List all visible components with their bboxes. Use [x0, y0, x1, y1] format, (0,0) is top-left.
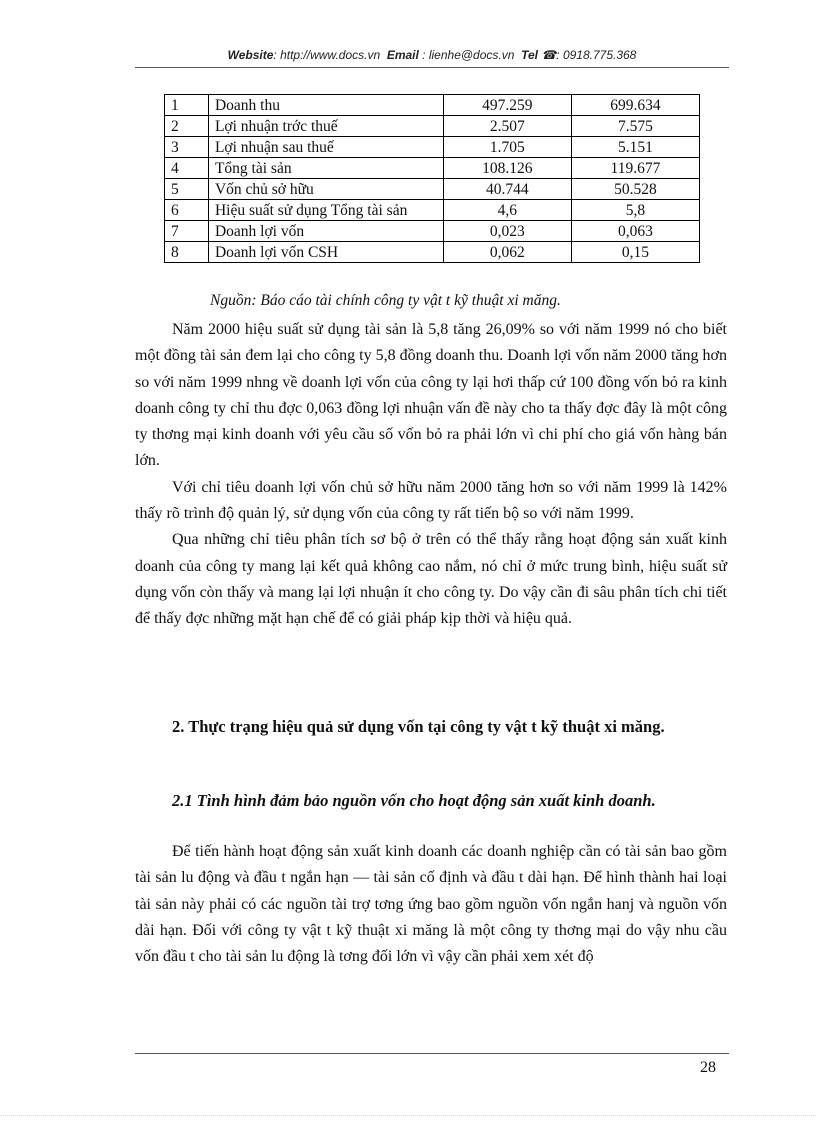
table-row	[165, 158, 700, 179]
row-number-cell: 3	[165, 137, 209, 158]
row-number-cell: 1	[165, 95, 209, 116]
paragraph: Để tiến hành hoạt động sản xuất kinh doanh các doanh nghiệp cần có tài sản bao gồm tài sản lu động và đầu t ngắn hạn — tài sản cố định và đầu t dài hạn. Để hình thành hai loại tài sản này phải có các nguồn tài trợ tơng ứng bao gồm nguồn vốn ngắn hanj và nguồn vốn dài hạn. Đối với công ty vật t kỹ thuật xi măng là một công ty thơng mại do vậy nhu cầu vốn đầu t cho tài sản lu động là tơng đối lớn vì vậy cần phải xem xét độ	[135, 843, 727, 966]
row-number-cell: 8	[165, 242, 209, 263]
page-number: 28	[700, 1059, 716, 1076]
section-heading-2: 2. Thực trạng hiệu quả sử dụng vốn tại công ty vật t kỹ thuật xi măng.	[172, 717, 665, 736]
table-row	[165, 95, 700, 116]
phone-icon: ☎	[541, 48, 557, 62]
value-1999-cell: 0,062	[443, 242, 571, 263]
tel-label: Tel	[521, 48, 538, 62]
row-label-cell: Doanh lợi vốn CSH	[208, 242, 443, 263]
row-label-cell: Lợi nhuận sau thuế	[208, 137, 443, 158]
row-label-cell: Vốn chủ sở hữu	[208, 179, 443, 200]
value-2000-cell: 119.677	[571, 158, 699, 179]
email-label: Email	[386, 48, 419, 62]
table-row	[165, 200, 700, 221]
value-1999-cell: 0,023	[443, 221, 571, 242]
financial-table	[164, 94, 700, 263]
table-row	[165, 179, 700, 200]
body-section-1	[135, 317, 727, 633]
paragraph: Năm 2000 hiệu suất sử dụng tài sản là 5,8 tăng 26,09% so với năm 1999 nó cho biết một đồng tài sản đem lại cho công ty 5,8 đồng doanh thu. Doanh lợi vốn năm 2000 tăng hơn so với năm 1999 nhng về doanh lợi vốn của công ty lại hơi thấp cứ 100 đồng vốn bỏ ra kinh doanh công ty chỉ thu đợc 0,063 đồng lợi nhuận vấn đề này cho ta thấy đợc đây là một công ty thơng mại kinh doanh với yêu cầu số vốn bỏ ra phải lớn vì chi phí cho giá vốn hàng bán lớn.	[135, 321, 727, 470]
value-1999-cell: 40.744	[443, 179, 571, 200]
paragraph: Với chỉ tiêu doanh lợi vốn chủ sở hữu năm 2000 tăng hơn so với năm 1999 là 142% thấy rõ trình độ quản lý, sử dụng vốn của công ty rất tiến bộ so với năm 1999.	[135, 478, 727, 523]
table-row	[165, 116, 700, 137]
website-value: : http://www.docs.vn	[273, 48, 381, 62]
source-note: Nguồn: Báo cáo tài chính công ty vật t kỹ thuật xi măng.	[210, 292, 561, 309]
body-section-2	[135, 839, 727, 970]
table-row	[165, 242, 700, 263]
value-2000-cell: 5.151	[571, 137, 699, 158]
value-1999-cell: 497.259	[443, 95, 571, 116]
row-number-cell: 2	[165, 116, 209, 137]
value-2000-cell: 5,8	[571, 200, 699, 221]
row-number-cell: 6	[165, 200, 209, 221]
header-rule	[135, 67, 729, 68]
row-label-cell: Lợi nhuận trớc thuế	[208, 116, 443, 137]
email-value: : lienhe@docs.vn	[422, 48, 515, 62]
footer-rule	[135, 1053, 729, 1054]
value-2000-cell: 7.575	[571, 116, 699, 137]
table-row	[165, 137, 700, 158]
value-1999-cell: 2.507	[443, 116, 571, 137]
website-label: Website	[227, 48, 274, 62]
value-1999-cell: 1.705	[443, 137, 571, 158]
page-header	[135, 48, 729, 62]
row-label-cell: Doanh thu	[208, 95, 443, 116]
value-2000-cell: 0,063	[571, 221, 699, 242]
row-label-cell: Doanh lợi vốn	[208, 221, 443, 242]
row-label-cell: Tổng tài sản	[208, 158, 443, 179]
value-1999-cell: 108.126	[443, 158, 571, 179]
row-number-cell: 4	[165, 158, 209, 179]
value-2000-cell: 699.634	[571, 95, 699, 116]
row-number-cell: 7	[165, 221, 209, 242]
row-number-cell: 5	[165, 179, 209, 200]
value-2000-cell: 0,15	[571, 242, 699, 263]
value-1999-cell: 4,6	[443, 200, 571, 221]
value-2000-cell: 50.528	[571, 179, 699, 200]
paragraph: Qua những chỉ tiêu phân tích sơ bộ ở trên có thể thấy rằng hoạt động sản xuất kinh doanh của công ty mang lại kết quả không cao nắm, nó chỉ ở mức trung bình, hiệu suất sử dụng vốn còn thấy và mang lại lợi nhuận ít cho công ty. Do vậy cần đi sâu phân tích chi tiết để thấy đợc những mặt hạn chế để có giải pháp kịp thời và hiệu quả.	[135, 531, 727, 628]
section-heading-2-1: 2.1 Tình hình đảm bảo nguồn vốn cho hoạt động sản xuất kinh doanh.	[172, 791, 656, 810]
row-label-cell: Hiệu suất sử dụng Tổng tài sản	[208, 200, 443, 221]
tel-value: : 0918.775.368	[556, 48, 637, 62]
table-row	[165, 221, 700, 242]
page-edge-divider	[0, 1115, 816, 1116]
